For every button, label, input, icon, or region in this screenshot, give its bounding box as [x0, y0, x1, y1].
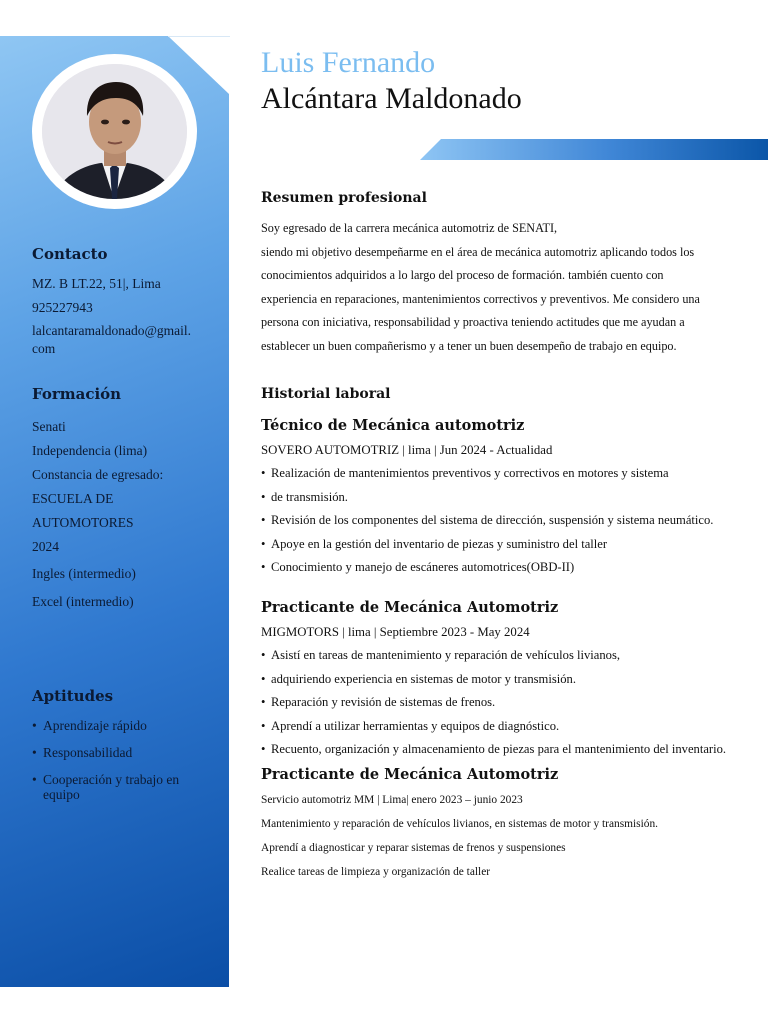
job-bullet-text: adquiriendo experiencia en sistemas de motor y transmisión. [271, 671, 576, 686]
last-name: Alcántara Maldonado [261, 82, 522, 115]
job-title: Practicante de Mecánica Automotriz [261, 599, 559, 616]
contact-email-line-2: com [32, 341, 56, 356]
education-line: Senati [32, 419, 66, 434]
job-bullet: • Aprendí a utilizar herramientas y equipos de diagnóstico. [261, 715, 726, 739]
skill-item: • Cooperación y trabajo en equipo [32, 772, 193, 802]
job-title: Practicante de Mecánica Automotriz [261, 766, 559, 783]
job-line: Aprendí a diagnosticar y reparar sistemas de frenos y suspensiones [261, 842, 566, 854]
education-line: AUTOMOTORES [32, 515, 134, 530]
job-bullets [261, 462, 713, 580]
summary-line: siendo mi objetivo desempeñarme en el área de mecánica automotriz aplicando todos los [261, 244, 695, 259]
job-meta: MIGMOTORS | lima | Septiembre 2023 - May 2024 [261, 625, 530, 639]
job-bullet: • Reparación y revisión de sistemas de frenos. [261, 691, 726, 715]
contact-heading: Contacto [32, 245, 108, 263]
job-line: Mantenimiento y reparación de vehículos livianos, en sistemas de motor y transmisión. [261, 818, 659, 830]
skills-heading: Aptitudes [32, 687, 114, 705]
summary-line: experiencia en reparaciones, mantenimientos correctivos y preventivos. Me considero una [261, 291, 700, 306]
job-bullet-continuation [261, 668, 726, 692]
job-bullet: • Conocimiento y manejo de escáneres automotrices(OBD-II) [261, 556, 713, 580]
skill-item: • Responsabilidad [32, 745, 193, 760]
summary-heading: Resumen profesional [261, 190, 427, 206]
summary-line: Soy egresado de la carrera mecánica automotriz de SENATI, [261, 221, 558, 235]
education-line: Constancia de egresado: [32, 467, 164, 482]
job-bullet: • Realización de mantenimientos preventivos y correctivos en motores y sistema [261, 462, 713, 486]
contact-email [32, 322, 191, 358]
job-bullet: • Apoye en la gestión del inventario de piezas y suministro del taller [261, 533, 713, 557]
person-icon [42, 64, 187, 199]
english-level: Ingles (intermedio) [32, 566, 136, 581]
education-heading: Formación [32, 385, 122, 403]
job-bullets [261, 644, 726, 762]
first-name: Luis Fernando [261, 46, 436, 79]
top-divider [168, 36, 230, 37]
profile-photo [42, 64, 187, 199]
job-line: Realice tareas de limpieza y organización de taller [261, 866, 491, 878]
contact-email-line-1: lalcantaramaldonado@gmail. [32, 323, 191, 338]
education-line: Independencia (lima) [32, 443, 148, 458]
history-heading: Historial laboral [261, 386, 391, 402]
education-line: ESCUELA DE [32, 491, 114, 506]
contact-phone: 925227943 [32, 300, 93, 315]
excel-level: Excel (intermedio) [32, 594, 134, 609]
education-list [32, 415, 163, 559]
job-title: Técnico de Mecánica automotriz [261, 417, 525, 434]
contact-address: MZ. B LT.22, 51|, Lima [32, 276, 161, 291]
summary-line: establecer un buen compañerismo y a tener un buen desempeño de trabajo en equipo. [261, 338, 677, 353]
job-bullet-text: de transmisión. [271, 489, 348, 504]
job-bullet-continuation [261, 486, 713, 510]
summary-line: persona con iniciativa, responsabilidad y proactiva teniendo actitudes que me ayudan a [261, 315, 685, 330]
job-meta: Servicio automotriz MM | Lima| enero 2023 – junio 2023 [261, 794, 523, 806]
summary-line: conocimientos adquiridos a lo largo del proceso de formación. también cuento con [261, 268, 664, 283]
skills-list [32, 718, 193, 802]
accent-bar [420, 139, 768, 160]
education-line: 2024 [32, 539, 59, 554]
job-bullet: • Recuento, organización y almacenamiento de piezas para el mantenimiento del inventario. [261, 738, 726, 762]
skill-item: • Aprendizaje rápido [32, 718, 193, 733]
job-meta: SOVERO AUTOMOTRIZ | lima | Jun 2024 - Actualidad [261, 443, 553, 457]
job-bullet: • Asistí en tareas de mantenimiento y reparación de vehículos livianos, [261, 644, 726, 668]
summary-text [261, 217, 731, 359]
job-bullet: • Revisión de los componentes del sistema de dirección, suspensión y sistema neumático. [261, 509, 713, 533]
